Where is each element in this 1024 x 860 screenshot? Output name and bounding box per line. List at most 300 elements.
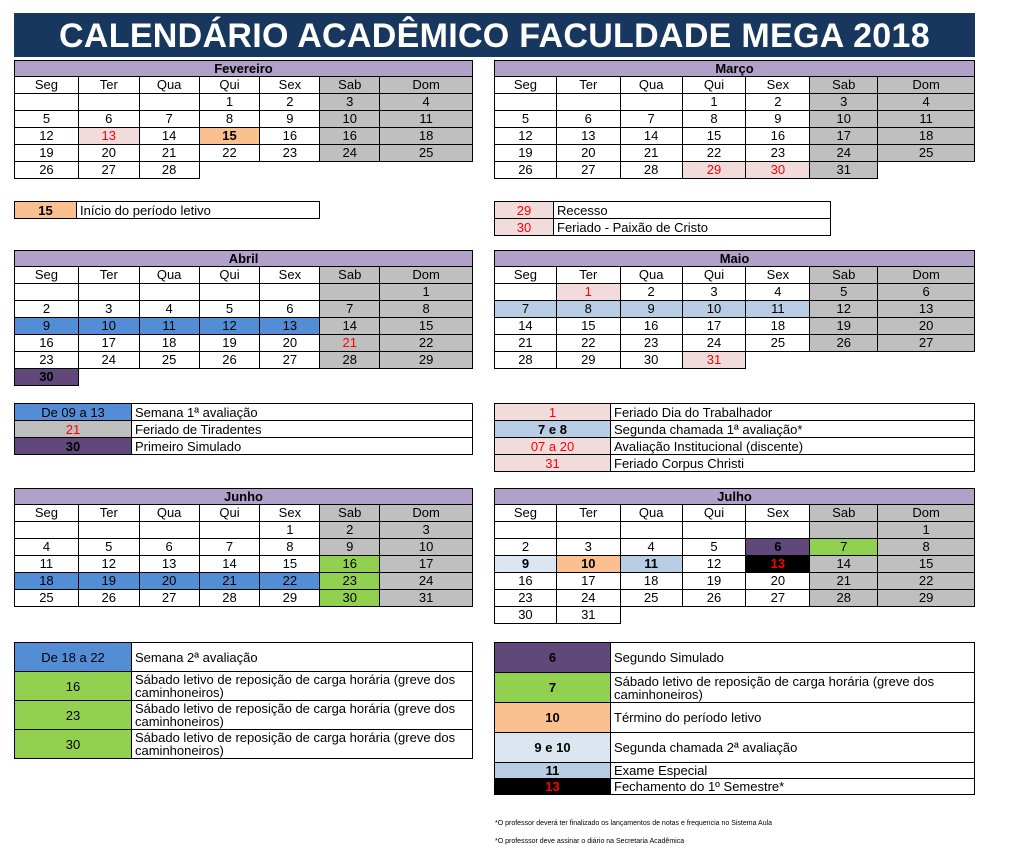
day-cell: 27 bbox=[746, 590, 810, 607]
month-name: Maio bbox=[495, 251, 975, 267]
day-cell: 26 bbox=[682, 590, 746, 607]
day-cell: 26 bbox=[15, 162, 79, 179]
weekday-label: Sab bbox=[320, 267, 380, 284]
week-row bbox=[15, 369, 473, 386]
day-cell: 16 bbox=[320, 556, 380, 573]
day-cell: 20 bbox=[260, 335, 320, 352]
day-cell: 20 bbox=[556, 145, 620, 162]
day-cell: 13 bbox=[746, 556, 810, 573]
day-cell: 10 bbox=[810, 111, 878, 128]
day-cell: 10 bbox=[380, 539, 473, 556]
weekday-header bbox=[15, 267, 473, 284]
day-cell: 25 bbox=[746, 335, 810, 352]
legend-row bbox=[495, 421, 975, 438]
weekday-label: Sab bbox=[810, 505, 878, 522]
legend-key: 30 bbox=[15, 730, 132, 759]
weekday-header bbox=[495, 505, 975, 522]
day-cell: 5 bbox=[15, 111, 79, 128]
day-cell bbox=[15, 94, 79, 111]
day-cell: 17 bbox=[556, 573, 620, 590]
day-cell: 8 bbox=[199, 111, 260, 128]
week-row bbox=[495, 522, 975, 539]
month-name: Julho bbox=[495, 489, 975, 505]
day-cell: 21 bbox=[810, 573, 878, 590]
day-cell bbox=[495, 94, 557, 111]
day-cell: 15 bbox=[682, 128, 746, 145]
week-row bbox=[15, 94, 473, 111]
day-cell: 11 bbox=[746, 301, 810, 318]
weekday-label: Dom bbox=[878, 77, 975, 94]
day-cell: 15 bbox=[878, 556, 975, 573]
weekday-label: Ter bbox=[78, 505, 139, 522]
day-cell: 27 bbox=[139, 590, 199, 607]
day-cell: 23 bbox=[260, 145, 320, 162]
day-cell: 21 bbox=[320, 335, 380, 352]
day-cell: 9 bbox=[15, 318, 79, 335]
weekday-label: Sex bbox=[746, 505, 810, 522]
day-cell bbox=[78, 94, 139, 111]
week-row bbox=[15, 556, 473, 573]
day-cell: 19 bbox=[15, 145, 79, 162]
day-cell: 10 bbox=[320, 111, 380, 128]
day-cell: 5 bbox=[810, 284, 878, 301]
day-cell bbox=[139, 284, 199, 301]
day-cell: 13 bbox=[139, 556, 199, 573]
month-maio bbox=[494, 250, 975, 369]
week-row bbox=[495, 284, 975, 301]
day-cell: 18 bbox=[139, 335, 199, 352]
weekday-label: Dom bbox=[380, 267, 473, 284]
day-cell bbox=[320, 284, 380, 301]
legend-text: Semana 2ª avaliação bbox=[132, 643, 473, 672]
day-cell: 3 bbox=[78, 301, 139, 318]
week-row bbox=[495, 573, 975, 590]
legend-text: Avaliação Institucional (discente) bbox=[611, 438, 975, 455]
weekday-header bbox=[15, 77, 473, 94]
legend-row bbox=[495, 455, 975, 472]
day-cell: 24 bbox=[810, 145, 878, 162]
legend-row bbox=[495, 438, 975, 455]
month-julho bbox=[494, 488, 975, 624]
day-cell: 12 bbox=[199, 318, 260, 335]
day-cell: 15 bbox=[199, 128, 260, 145]
legend-text: Segunda chamada 2ª avaliação bbox=[611, 733, 975, 763]
day-cell: 7 bbox=[495, 301, 557, 318]
legend-key: 1 bbox=[495, 404, 611, 421]
weekday-label: Ter bbox=[78, 267, 139, 284]
day-cell: 13 bbox=[878, 301, 975, 318]
day-cell: 29 bbox=[380, 352, 473, 369]
day-cell: 28 bbox=[139, 162, 199, 179]
week-row bbox=[15, 352, 473, 369]
day-cell: 7 bbox=[620, 111, 682, 128]
day-cell: 6 bbox=[139, 539, 199, 556]
weekday-label: Qua bbox=[139, 77, 199, 94]
day-cell: 30 bbox=[495, 607, 557, 624]
legend-row bbox=[15, 730, 473, 759]
day-cell: 9 bbox=[320, 539, 380, 556]
day-cell bbox=[495, 522, 557, 539]
week-row bbox=[15, 539, 473, 556]
weekday-label: Qua bbox=[620, 505, 682, 522]
day-cell: 23 bbox=[320, 573, 380, 590]
day-cell: 4 bbox=[620, 539, 682, 556]
day-cell: 25 bbox=[15, 590, 79, 607]
day-cell: 1 bbox=[878, 522, 975, 539]
day-cell bbox=[810, 522, 878, 539]
day-cell: 6 bbox=[556, 111, 620, 128]
legend-key: 13 bbox=[495, 779, 611, 795]
week-row bbox=[495, 556, 975, 573]
day-cell: 30 bbox=[620, 352, 682, 369]
month-name: Abril bbox=[15, 251, 473, 267]
day-cell: 16 bbox=[15, 335, 79, 352]
day-cell: 10 bbox=[78, 318, 139, 335]
day-cell: 12 bbox=[495, 128, 557, 145]
legend-key: De 18 a 22 bbox=[15, 643, 132, 672]
day-cell: 5 bbox=[199, 301, 260, 318]
day-cell: 1 bbox=[260, 522, 320, 539]
day-cell: 3 bbox=[556, 539, 620, 556]
weekday-label: Dom bbox=[878, 267, 975, 284]
day-cell: 25 bbox=[878, 145, 975, 162]
day-cell: 30 bbox=[746, 162, 810, 179]
day-cell: 25 bbox=[139, 352, 199, 369]
legend-key: 07 a 20 bbox=[495, 438, 611, 455]
legend-row bbox=[495, 703, 975, 733]
day-cell: 3 bbox=[682, 284, 746, 301]
footnote: *O professsor deve assinar o diário na Secretaria Acadêmica bbox=[495, 838, 685, 845]
day-cell: 13 bbox=[260, 318, 320, 335]
day-cell: 14 bbox=[495, 318, 557, 335]
legend-key: 30 bbox=[15, 438, 132, 455]
day-cell: 25 bbox=[380, 145, 473, 162]
day-cell: 16 bbox=[320, 128, 380, 145]
legend-key: 23 bbox=[15, 701, 132, 730]
legend-text: Sábado letivo de reposição de carga horária (greve dos caminhoneiros) bbox=[132, 672, 473, 701]
day-cell: 8 bbox=[380, 301, 473, 318]
day-cell: 22 bbox=[199, 145, 260, 162]
legend-row bbox=[495, 733, 975, 763]
day-cell: 4 bbox=[139, 301, 199, 318]
weekday-label: Sex bbox=[746, 77, 810, 94]
week-row bbox=[15, 301, 473, 318]
day-cell bbox=[15, 284, 79, 301]
day-cell: 21 bbox=[199, 573, 260, 590]
day-cell: 7 bbox=[139, 111, 199, 128]
day-cell: 29 bbox=[682, 162, 746, 179]
weekday-label: Qua bbox=[139, 267, 199, 284]
legend-key: De 09 a 13 bbox=[15, 404, 132, 421]
day-cell: 26 bbox=[810, 335, 878, 352]
day-cell: 7 bbox=[320, 301, 380, 318]
day-cell: 29 bbox=[260, 590, 320, 607]
day-cell: 27 bbox=[260, 352, 320, 369]
week-row bbox=[495, 94, 975, 111]
week-row bbox=[495, 539, 975, 556]
day-cell: 24 bbox=[78, 352, 139, 369]
day-cell: 6 bbox=[878, 284, 975, 301]
day-cell bbox=[746, 522, 810, 539]
day-cell: 17 bbox=[380, 556, 473, 573]
legend-row bbox=[495, 202, 831, 219]
day-cell: 26 bbox=[495, 162, 557, 179]
day-cell: 16 bbox=[620, 318, 682, 335]
week-row bbox=[15, 128, 473, 145]
day-cell: 4 bbox=[15, 539, 79, 556]
legend-row bbox=[495, 779, 975, 795]
legend-key: 30 bbox=[495, 219, 554, 236]
legend-key: 21 bbox=[15, 421, 132, 438]
week-row bbox=[495, 301, 975, 318]
day-cell: 30 bbox=[320, 590, 380, 607]
week-row bbox=[15, 590, 473, 607]
day-cell: 19 bbox=[682, 573, 746, 590]
day-cell: 18 bbox=[620, 573, 682, 590]
day-cell: 25 bbox=[620, 590, 682, 607]
day-cell: 2 bbox=[15, 301, 79, 318]
legend-row bbox=[495, 643, 975, 673]
day-cell: 24 bbox=[682, 335, 746, 352]
day-cell: 31 bbox=[380, 590, 473, 607]
legend-text: Feriado de Tiradentes bbox=[132, 421, 473, 438]
day-cell: 19 bbox=[495, 145, 557, 162]
day-cell bbox=[139, 522, 199, 539]
month-name: Junho bbox=[15, 489, 473, 505]
day-cell: 24 bbox=[556, 590, 620, 607]
week-row bbox=[495, 352, 975, 369]
day-cell: 7 bbox=[199, 539, 260, 556]
weekday-label: Seg bbox=[15, 505, 79, 522]
weekday-label: Dom bbox=[380, 505, 473, 522]
day-cell: 27 bbox=[878, 335, 975, 352]
day-cell: 1 bbox=[682, 94, 746, 111]
legend-key: 9 e 10 bbox=[495, 733, 611, 763]
week-row bbox=[15, 145, 473, 162]
day-cell: 5 bbox=[78, 539, 139, 556]
day-cell: 3 bbox=[380, 522, 473, 539]
legend-text: Sábado letivo de reposição de carga horária (greve dos caminhoneiros) bbox=[132, 701, 473, 730]
day-cell: 13 bbox=[78, 128, 139, 145]
day-cell: 31 bbox=[556, 607, 620, 624]
legend-row bbox=[15, 404, 473, 421]
day-cell: 24 bbox=[380, 573, 473, 590]
legend-row bbox=[15, 421, 473, 438]
day-cell: 17 bbox=[682, 318, 746, 335]
weekday-label: Qui bbox=[199, 77, 260, 94]
day-cell: 28 bbox=[320, 352, 380, 369]
legend-text: Sábado letivo de reposição de carga horária (greve dos caminhoneiros) bbox=[132, 730, 473, 759]
legend-key: 6 bbox=[495, 643, 611, 673]
day-cell: 15 bbox=[556, 318, 620, 335]
day-cell: 22 bbox=[556, 335, 620, 352]
legend-key: 10 bbox=[495, 703, 611, 733]
weekday-label: Sex bbox=[746, 267, 810, 284]
legend-key: 15 bbox=[15, 202, 77, 219]
day-cell: 5 bbox=[495, 111, 557, 128]
week-row bbox=[15, 573, 473, 590]
day-cell: 23 bbox=[746, 145, 810, 162]
day-cell: 21 bbox=[139, 145, 199, 162]
legend-text: Sábado letivo de reposição de carga horária (greve dos caminhoneiros) bbox=[611, 673, 975, 703]
weekday-label: Seg bbox=[15, 267, 79, 284]
day-cell: 14 bbox=[320, 318, 380, 335]
day-cell: 10 bbox=[682, 301, 746, 318]
day-cell: 21 bbox=[620, 145, 682, 162]
day-cell: 13 bbox=[556, 128, 620, 145]
legend-text: Feriado - Paixão de Cristo bbox=[554, 219, 831, 236]
day-cell: 8 bbox=[260, 539, 320, 556]
legend-text: Feriado Dia do Trabalhador bbox=[611, 404, 975, 421]
week-row bbox=[15, 335, 473, 352]
day-cell: 16 bbox=[746, 128, 810, 145]
weekday-label: Seg bbox=[495, 267, 557, 284]
month-junho bbox=[14, 488, 473, 607]
day-cell: 22 bbox=[682, 145, 746, 162]
day-cell: 3 bbox=[320, 94, 380, 111]
weekday-label: Qui bbox=[682, 77, 746, 94]
legend-row bbox=[15, 438, 473, 455]
calendar-title: CALENDÁRIO ACADÊMICO FACULDADE MEGA 2018 bbox=[14, 13, 975, 57]
day-cell: 15 bbox=[260, 556, 320, 573]
day-cell: 23 bbox=[495, 590, 557, 607]
day-cell: 11 bbox=[620, 556, 682, 573]
legend-text: Exame Especial bbox=[611, 763, 975, 779]
day-cell: 19 bbox=[78, 573, 139, 590]
day-cell bbox=[199, 284, 260, 301]
legend-key: 7 e 8 bbox=[495, 421, 611, 438]
week-row bbox=[15, 162, 473, 179]
legend-row bbox=[495, 219, 831, 236]
week-row bbox=[15, 522, 473, 539]
week-row bbox=[495, 145, 975, 162]
day-cell: 18 bbox=[746, 318, 810, 335]
legend-abril bbox=[14, 403, 473, 455]
weekday-label: Sab bbox=[320, 77, 380, 94]
legend-row bbox=[495, 673, 975, 703]
day-cell: 2 bbox=[320, 522, 380, 539]
day-cell bbox=[620, 94, 682, 111]
day-cell: 22 bbox=[380, 335, 473, 352]
legend-key: 16 bbox=[15, 672, 132, 701]
day-cell bbox=[78, 284, 139, 301]
month-marco bbox=[494, 60, 975, 179]
weekday-header bbox=[495, 77, 975, 94]
day-cell: 11 bbox=[380, 111, 473, 128]
day-cell bbox=[78, 522, 139, 539]
day-cell: 4 bbox=[746, 284, 810, 301]
weekday-label: Dom bbox=[380, 77, 473, 94]
month-name: Março bbox=[495, 61, 975, 77]
day-cell: 26 bbox=[78, 590, 139, 607]
day-cell bbox=[139, 94, 199, 111]
week-row bbox=[495, 162, 975, 179]
day-cell: 2 bbox=[620, 284, 682, 301]
day-cell: 24 bbox=[320, 145, 380, 162]
day-cell: 4 bbox=[878, 94, 975, 111]
legend-row bbox=[15, 643, 473, 672]
day-cell bbox=[620, 522, 682, 539]
day-cell: 23 bbox=[15, 352, 79, 369]
legend-marco bbox=[494, 201, 831, 236]
day-cell: 9 bbox=[495, 556, 557, 573]
day-cell: 27 bbox=[78, 162, 139, 179]
day-cell: 14 bbox=[139, 128, 199, 145]
day-cell bbox=[556, 94, 620, 111]
day-cell: 8 bbox=[682, 111, 746, 128]
month-fevereiro bbox=[14, 60, 473, 179]
day-cell: 18 bbox=[380, 128, 473, 145]
day-cell: 27 bbox=[556, 162, 620, 179]
week-row bbox=[15, 111, 473, 128]
day-cell: 15 bbox=[380, 318, 473, 335]
month-name: Fevereiro bbox=[15, 61, 473, 77]
weekday-label: Qui bbox=[199, 505, 260, 522]
weekday-label: Sab bbox=[810, 77, 878, 94]
legend-fevereiro bbox=[14, 201, 320, 219]
weekday-label: Ter bbox=[556, 505, 620, 522]
legend-junho bbox=[14, 642, 473, 759]
day-cell: 22 bbox=[260, 573, 320, 590]
day-cell: 30 bbox=[15, 369, 79, 386]
week-row bbox=[495, 111, 975, 128]
week-row bbox=[15, 318, 473, 335]
day-cell: 1 bbox=[199, 94, 260, 111]
weekday-label: Ter bbox=[556, 267, 620, 284]
day-cell: 16 bbox=[495, 573, 557, 590]
day-cell: 16 bbox=[260, 128, 320, 145]
weekday-label: Sex bbox=[260, 505, 320, 522]
day-cell bbox=[199, 522, 260, 539]
day-cell: 4 bbox=[380, 94, 473, 111]
day-cell: 8 bbox=[878, 539, 975, 556]
legend-text: Segunda chamada 1ª avaliação* bbox=[611, 421, 975, 438]
day-cell: 12 bbox=[15, 128, 79, 145]
day-cell: 12 bbox=[682, 556, 746, 573]
legend-text: Primeiro Simulado bbox=[132, 438, 473, 455]
weekday-label: Sex bbox=[260, 267, 320, 284]
legend-text: Semana 1ª avaliação bbox=[132, 404, 473, 421]
day-cell bbox=[556, 522, 620, 539]
day-cell: 5 bbox=[682, 539, 746, 556]
day-cell: 7 bbox=[810, 539, 878, 556]
weekday-label: Seg bbox=[495, 505, 557, 522]
weekday-label: Ter bbox=[78, 77, 139, 94]
day-cell bbox=[260, 284, 320, 301]
day-cell: 26 bbox=[199, 352, 260, 369]
day-cell: 6 bbox=[746, 539, 810, 556]
day-cell: 9 bbox=[620, 301, 682, 318]
legend-row bbox=[15, 672, 473, 701]
legend-text: Término do período letivo bbox=[611, 703, 975, 733]
day-cell: 21 bbox=[495, 335, 557, 352]
day-cell: 28 bbox=[620, 162, 682, 179]
day-cell: 11 bbox=[139, 318, 199, 335]
legend-key: 31 bbox=[495, 455, 611, 472]
day-cell: 2 bbox=[746, 94, 810, 111]
day-cell: 10 bbox=[556, 556, 620, 573]
day-cell: 14 bbox=[199, 556, 260, 573]
day-cell: 29 bbox=[556, 352, 620, 369]
day-cell: 11 bbox=[878, 111, 975, 128]
day-cell: 19 bbox=[810, 318, 878, 335]
legend-maio bbox=[494, 403, 975, 472]
day-cell: 9 bbox=[260, 111, 320, 128]
legend-row bbox=[15, 701, 473, 730]
day-cell: 28 bbox=[199, 590, 260, 607]
day-cell: 20 bbox=[878, 318, 975, 335]
day-cell: 17 bbox=[810, 128, 878, 145]
